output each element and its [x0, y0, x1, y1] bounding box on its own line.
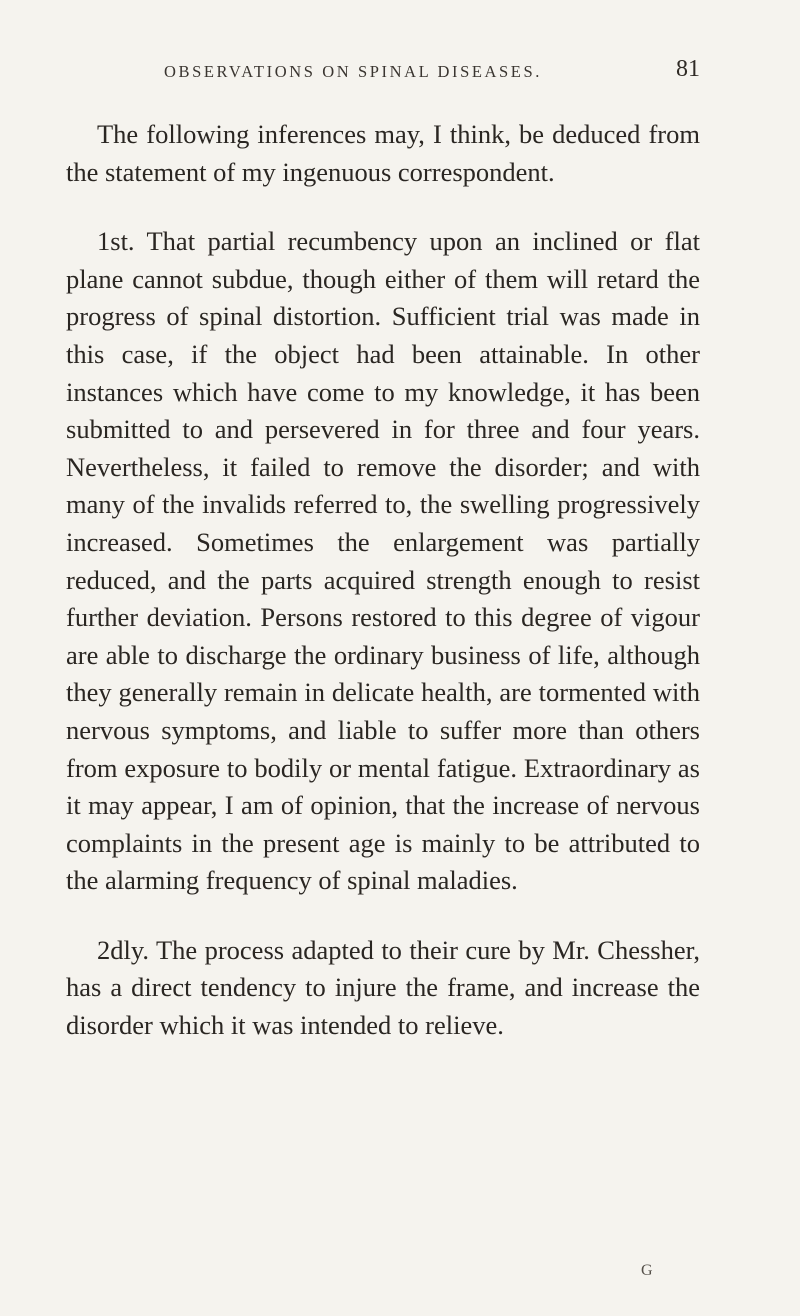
signature-mark: G [641, 1262, 653, 1279]
paragraph-first-inference: 1st. That partial recumbency upon an inclined or flat plane cannot subdue, though either of them will retard the progress of spinal distortion. Sufficient trial was made in this case, if the object had been attainable. In other instances which have come to my knowledge, it has been submitted to and persevered in for three and four years. Nevertheless, it failed to remove the disorder; and with many of the invalids referred to, the swelling progressively increased. Sometimes the enlargement was partially reduced, and the parts acquired strength enough to resist further deviation. Persons restored to this degree of vigour are able to discharge the ordinary business of life, although they generally remain in delicate health, are tormented with nervous symptoms, and liable to suffer more than others from exposure to bodily or mental fatigue. Extraordinary as it may appear, I am of opinion, that the increase of nervous complaints in the present age is mainly to be attributed to the alarming frequency of spinal maladies. [66, 226, 700, 896]
body-text [66, 116, 700, 1045]
paragraph-second-inference: 2dly. The process adapted to their cure by Mr. Chessher, has a direct tendency to injure the frame, and increase the disorder which it was intended to relieve. [66, 934, 700, 1041]
paragraph-intro: The following inferences may, I think, be deduced from the statement of my ingenuous correspondent. [66, 119, 700, 187]
running-title: OBSERVATIONS ON SPINAL DISEASES. [163, 62, 542, 81]
page-number: 81 [676, 56, 700, 82]
running-head [66, 56, 700, 90]
